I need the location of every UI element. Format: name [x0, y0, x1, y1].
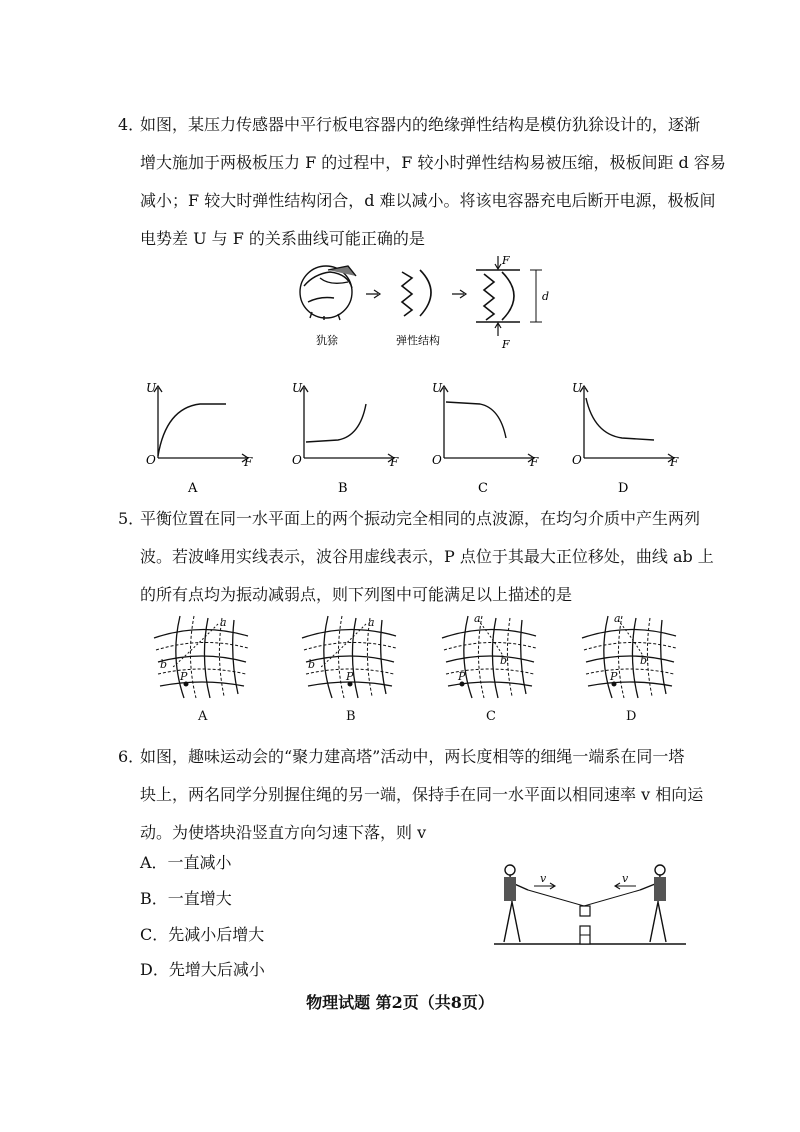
- question-line: 动。为使塔块沿竖直方向匀速下落，则 v: [140, 823, 427, 842]
- panel-d: [582, 612, 676, 724]
- axis-label-y: U: [572, 381, 583, 395]
- question-5: [118, 500, 714, 614]
- armadillo-label: 犰狳: [316, 334, 338, 347]
- question-line: 波。若波峰用实线表示，波谷用虚线表示，P 点位于其最大正位移处，曲线 ab 上: [140, 547, 714, 566]
- point-a-label: a: [614, 612, 621, 625]
- point-b-label: b: [500, 654, 508, 667]
- arrow-icon: [452, 290, 466, 298]
- point-p-label: P: [610, 670, 618, 683]
- point-b-label: b: [640, 654, 648, 667]
- capacitor-drawing: [476, 256, 542, 336]
- graph-a: [146, 381, 253, 496]
- option-letter: D: [626, 709, 637, 724]
- right-student: [640, 865, 666, 942]
- curve-a: [158, 404, 226, 456]
- question-line: 减小；F 较大时弹性结构闭合，d 难以减小。将该电容器充电后断开电源，极板间: [140, 191, 716, 210]
- option-letter: B: [346, 709, 356, 724]
- elastic-structure-label: 弹性结构: [396, 334, 440, 347]
- option-d[interactable]: D．先增大后减小: [140, 960, 265, 979]
- question-6: [118, 738, 704, 852]
- point-b-label: b: [308, 658, 316, 671]
- origin-label: O: [432, 453, 442, 467]
- panel-c: [442, 612, 536, 724]
- elastic-structure-drawing: [402, 270, 431, 316]
- curve-c: [446, 402, 506, 438]
- armadillo-drawing: [300, 266, 356, 320]
- point-a-label: a: [368, 616, 375, 629]
- question-line: 电势差 U 与 F 的关系曲线可能正确的是: [140, 229, 425, 248]
- graph-d: [572, 381, 679, 496]
- page-footer: 物理试题 第2页（共8页）: [306, 993, 494, 1012]
- option-letter: A: [198, 709, 208, 724]
- point-p-label: P: [458, 670, 466, 683]
- question-4: [118, 106, 726, 258]
- axis-label-y: U: [146, 381, 157, 395]
- axis-label-y: U: [292, 381, 303, 395]
- velocity-label-right: v: [622, 872, 629, 885]
- question-line: 如图，某压力传感器中平行板电容器内的绝缘弹性结构是模仿犰狳设计的，逐渐: [140, 115, 701, 134]
- question-number: 4．: [118, 115, 145, 134]
- axis-label-x: F: [390, 455, 399, 469]
- rope: [528, 890, 640, 906]
- question-number: 6．: [118, 747, 145, 766]
- question-line: 如图，趣味运动会的“聚力建高塔”活动中，两长度相等的细绳一端系在同一塔: [140, 747, 685, 766]
- tower-game-figure: [490, 862, 690, 952]
- point-p-label: P: [180, 670, 188, 683]
- axis-label-x: F: [244, 455, 253, 469]
- curve-b: [306, 404, 366, 442]
- origin-label: O: [146, 453, 156, 467]
- option-letter: C: [478, 481, 488, 496]
- question-line: 平衡位置在同一水平面上的两个振动完全相同的点波源，在均匀介质中产生两列: [140, 509, 701, 528]
- option-letter: A: [188, 481, 198, 496]
- origin-label: O: [572, 453, 582, 467]
- q4-graphs: [140, 378, 700, 500]
- question-number: 5．: [118, 509, 145, 528]
- velocity-label-left: v: [540, 872, 547, 885]
- point-p-label: P: [346, 670, 354, 683]
- force-label-top: F: [502, 256, 510, 267]
- question-text: [118, 500, 714, 614]
- tower-block: [580, 906, 590, 916]
- question-line: 块上，两名同学分别握住绳的另一端，保持手在同一水平面以相同速率 v 相向运: [140, 785, 704, 804]
- graph-b: [292, 381, 399, 496]
- option-letter: B: [338, 481, 348, 496]
- axis-label-y: U: [432, 381, 443, 395]
- question-text: [118, 106, 726, 258]
- axis-label-x: F: [530, 455, 539, 469]
- panel-a: [154, 616, 248, 724]
- option-letter: C: [486, 709, 496, 724]
- q5-wave-panels: [150, 608, 690, 726]
- option-a[interactable]: A．一直减小: [140, 853, 232, 872]
- question-line: 的所有点均为振动减弱点，则下列图中可能满足以上描述的是: [140, 585, 573, 604]
- origin-label: O: [292, 453, 302, 467]
- option-c[interactable]: C．先减小后增大: [140, 925, 265, 944]
- point-b-label: b: [160, 658, 168, 671]
- arrow-icon: [366, 290, 380, 298]
- point-a-label: a: [220, 616, 227, 629]
- question-line: 增大施加于两极板压力 F 的过程中，F 较小时弹性结构易被压缩，极板间距 d 容易: [140, 153, 726, 172]
- armadillo-figure: [290, 256, 570, 356]
- option-b[interactable]: B．一直增大: [140, 889, 232, 908]
- axis-label-x: F: [670, 455, 679, 469]
- question-text: [118, 738, 704, 852]
- curve-d: [586, 398, 654, 440]
- left-student: [504, 865, 528, 942]
- point-a-label: a: [474, 612, 481, 625]
- option-letter: D: [618, 481, 629, 496]
- panel-b: [302, 616, 396, 724]
- force-label-bottom: F: [502, 338, 510, 351]
- graph-c: [432, 381, 539, 496]
- gap-label: d: [542, 290, 550, 303]
